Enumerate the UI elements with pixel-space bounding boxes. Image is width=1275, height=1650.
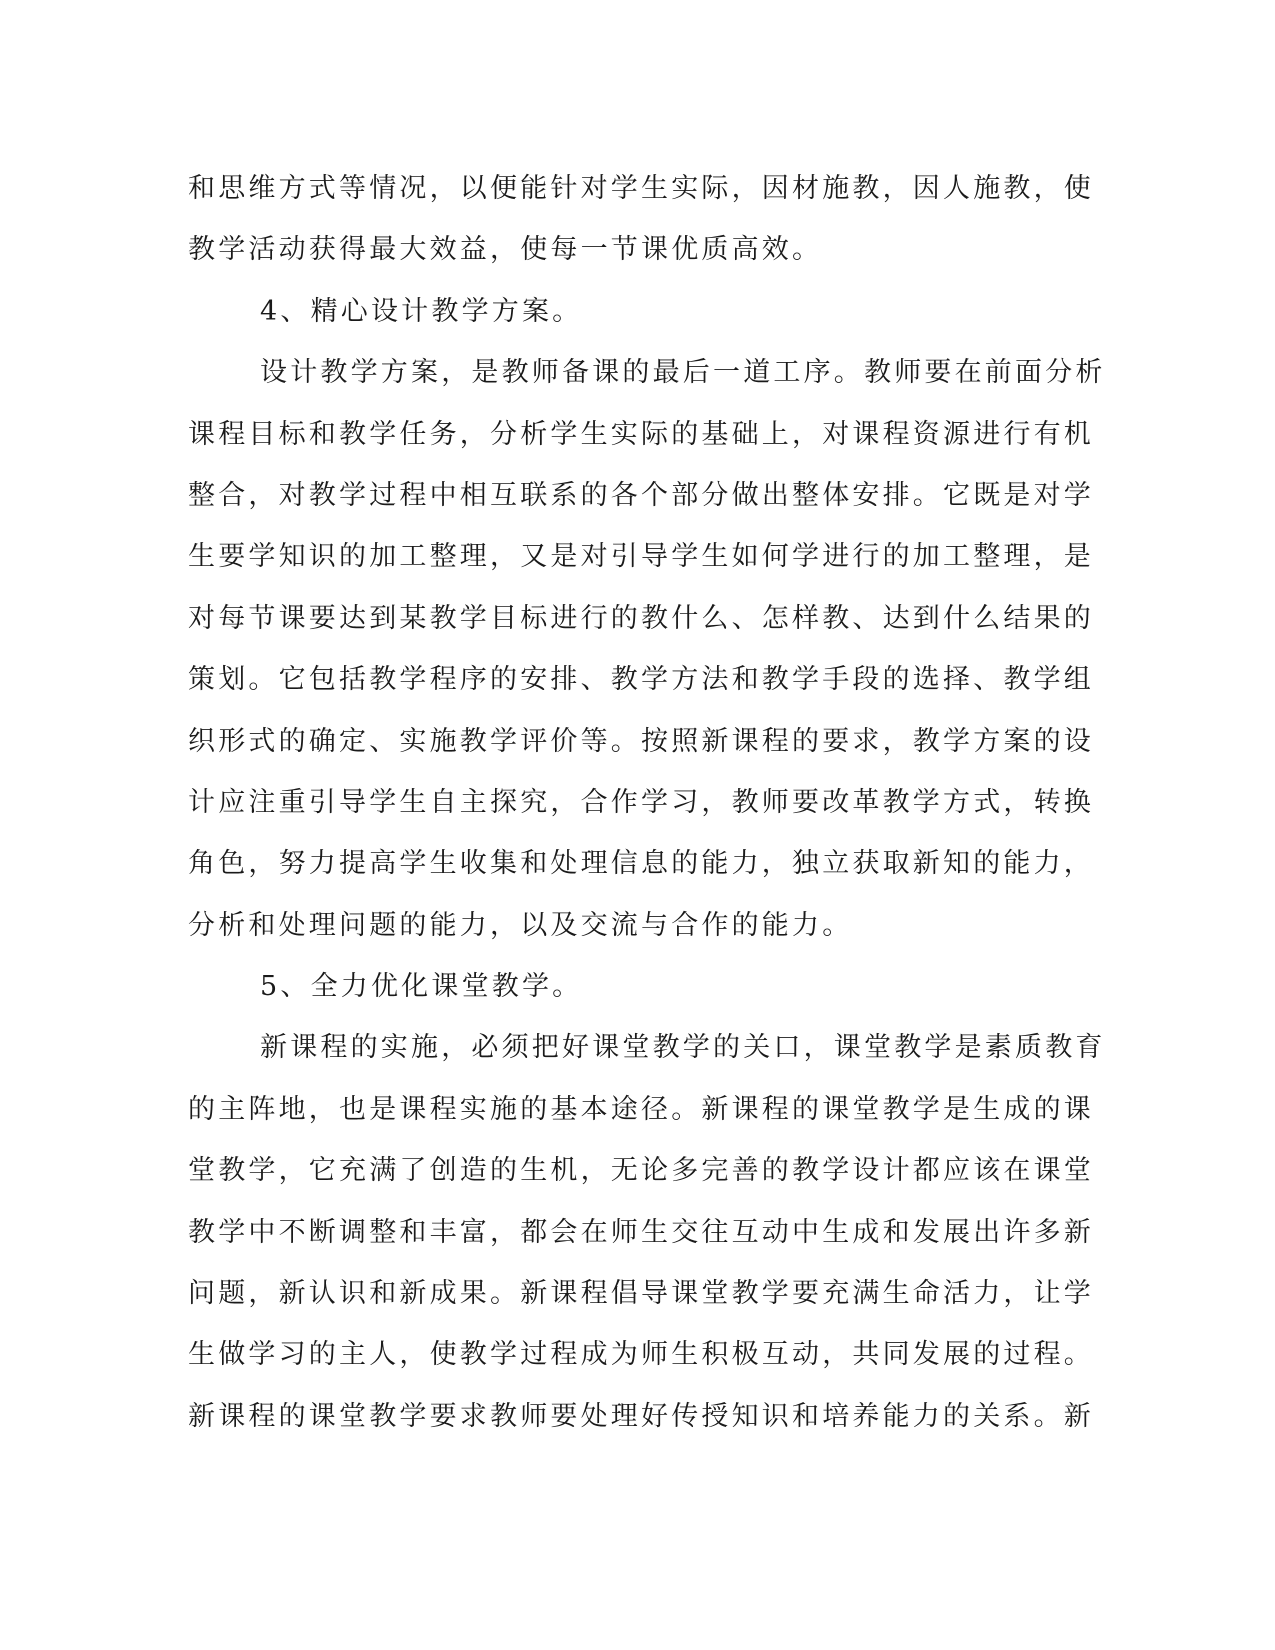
text-line: 生做学习的主人，使教学过程成为师生积极互动，共同发展的过程。 <box>188 1339 1094 1371</box>
document-body <box>188 158 1106 1447</box>
paragraph-start: 设计教学方案，是教师备课的最后一道工序。教师要在前面分析 <box>260 357 1106 389</box>
text-line: 课程目标和教学任务，分析学生实际的基础上，对课程资源进行有机 <box>188 418 1094 450</box>
text-line: 问题，新认识和新成果。新课程倡导课堂教学要充满生命活力，让学 <box>188 1278 1094 1310</box>
text-line: 织形式的确定、实施教学评价等。按照新课程的要求，教学方案的设 <box>188 725 1094 757</box>
text-line: 新课程的课堂教学要求教师要处理好传授知识和培养能力的关系。新 <box>188 1400 1094 1432</box>
text-line: 和思维方式等情况，以便能针对学生实际，因材施教，因人施教，使 <box>188 173 1094 204</box>
text-line: 的主阵地，也是课程实施的基本途径。新课程的课堂教学是生成的课 <box>188 1093 1094 1125</box>
text-line: 教学活动获得最大效益，使每一节课优质高效。 <box>188 234 823 266</box>
text-line: 角色，努力提高学生收集和处理信息的能力，独立获取新知的能力， <box>188 848 1094 880</box>
section-heading-4: 4、精心设计教学方案。 <box>260 295 583 327</box>
text-line: 对每节课要达到某教学目标进行的教什么、怎样教、达到什么结果的 <box>188 602 1094 634</box>
text-line: 计应注重引导学生自主探究，合作学习，教师要改革教学方式，转换 <box>188 786 1094 818</box>
text-line: 策划。它包括教学程序的安排、教学方法和教学手段的选择、教学组 <box>188 664 1094 696</box>
text-line: 堂教学，它充满了创造的生机，无论多完善的教学设计都应该在课堂 <box>188 1155 1094 1187</box>
text-line: 分析和处理问题的能力，以及交流与合作的能力。 <box>188 909 853 941</box>
text-line: 整合，对教学过程中相互联系的各个部分做出整体安排。它既是对学 <box>188 479 1094 511</box>
paragraph-start: 新课程的实施，必须把好课堂教学的关口，课堂教学是素质教育 <box>260 1032 1106 1064</box>
text-line: 教学中不断调整和丰富，都会在师生交往互动中生成和发展出许多新 <box>188 1216 1094 1248</box>
section-heading-5: 5、全力优化课堂教学。 <box>260 971 583 1003</box>
text-line: 生要学知识的加工整理，又是对引导学生如何学进行的加工整理，是 <box>188 541 1094 573</box>
